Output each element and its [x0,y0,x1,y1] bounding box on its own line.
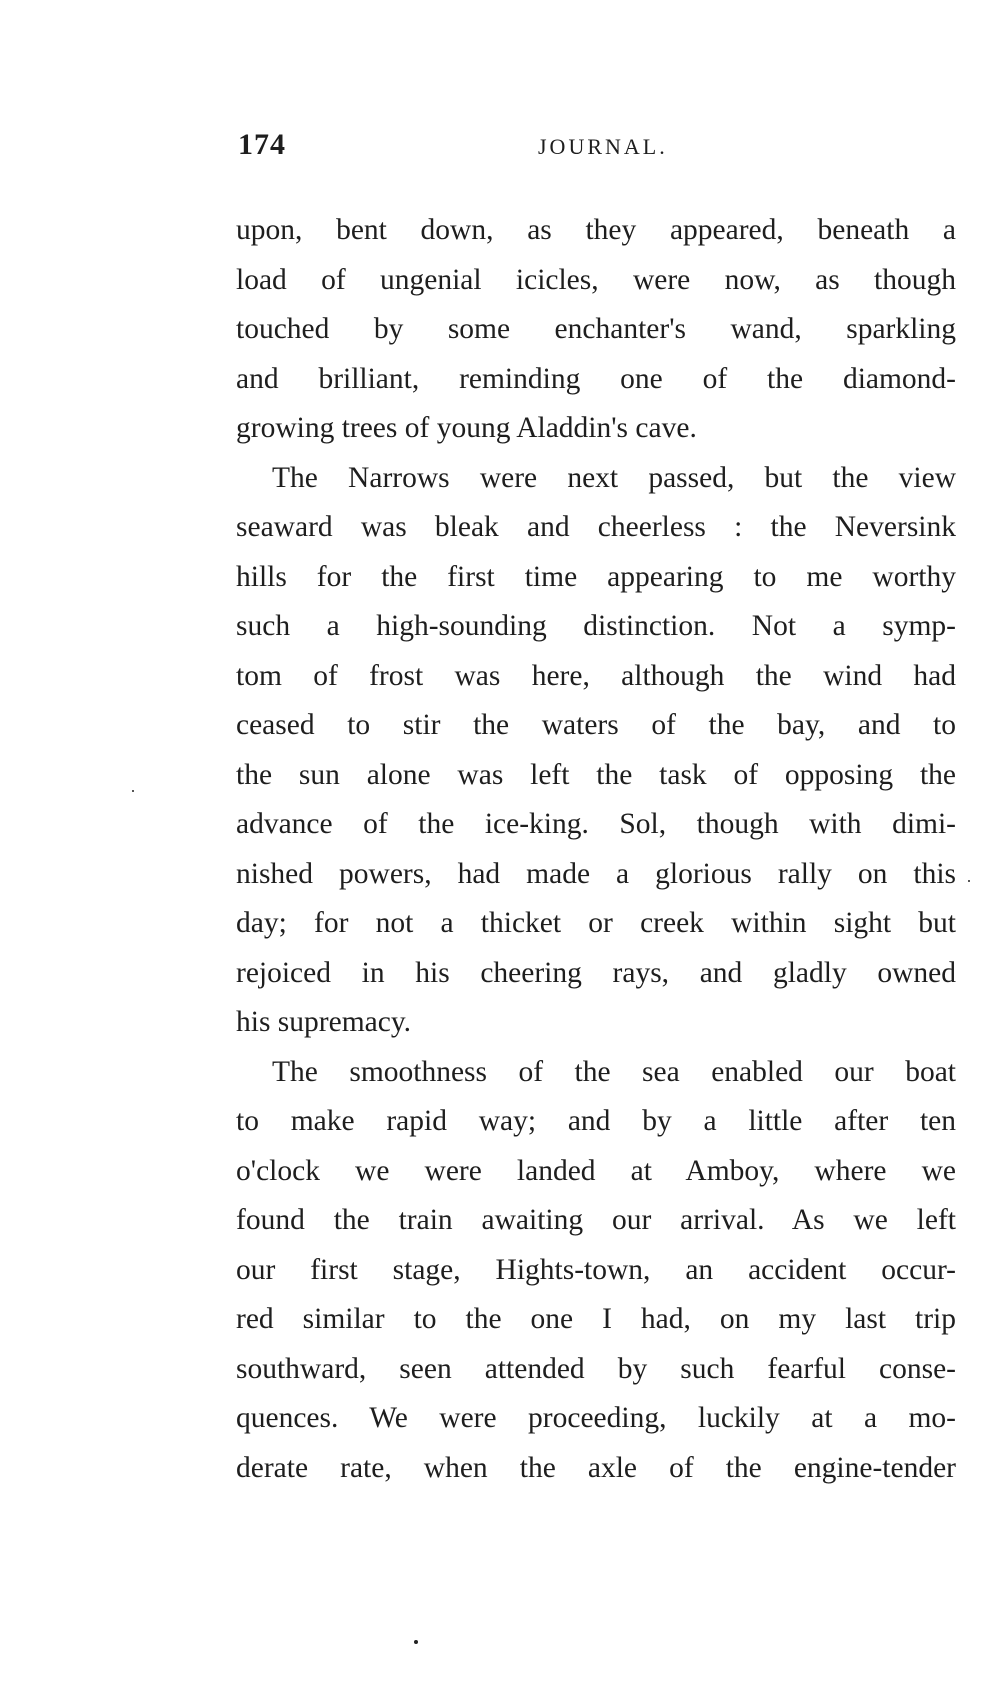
scan-speck [132,790,134,792]
text-line: load of ungenial icicles, were now, as though [236,263,956,296]
paragraph [236,206,956,454]
body-text [236,206,956,1493]
text-line: quences. We were proceeding, luckily at a mo- [236,1402,956,1434]
text-line: o'clock we were landed at Amboy, where we [236,1154,956,1187]
text-line: and brilliant, reminding one of the diamond- [236,362,956,395]
text-line: such a high-sounding distinction. Not a symp- [236,610,956,642]
text-line: red similar to the one I had, on my last trip [236,1303,956,1335]
text-line: touched by some enchanter's wand, sparkling [236,313,956,345]
text-line: The smoothness of the sea enabled our boat [272,1055,956,1088]
text-line: his supremacy. [236,1006,412,1038]
text-line: tom of frost was here, although the wind had [236,659,956,692]
text-line: upon, bent down, as they appeared, beneath a [236,214,956,246]
text-line: advance of the ice-king. Sol, though with dimi- [236,808,956,840]
scan-speck [414,1640,418,1644]
page-number: 174 [238,128,286,161]
text-line: rejoiced in his cheering rays, and gladly owned [236,956,956,989]
scan-speck [968,880,970,882]
text-line: nished powers, had made a glorious rally on this [236,857,956,890]
text-line: day; for not a thicket or creek within sight but [236,907,956,939]
text-line: southward, seen attended by such fearful conse- [236,1352,956,1385]
running-head: JOURNAL. [538,134,668,159]
text-line: The Narrows were next passed, but the view [272,461,956,494]
text-line: hills for the first time appearing to me worthy [236,560,956,593]
paragraph [236,1048,956,1494]
text-line: the sun alone was left the task of opposing the [236,758,956,791]
page-header [238,128,958,176]
text-line: growing trees of young Aladdin's cave. [236,412,697,444]
text-line: ceased to stir the waters of the bay, and to [236,709,956,741]
text-line: our first stage, Hights-town, an accident occur- [236,1253,956,1286]
text-line: derate rate, when the axle of the engine-tender [236,1451,956,1484]
text-line: to make rapid way; and by a little after ten [236,1105,956,1137]
text-line: seaward was bleak and cheerless : the Neversink [236,511,956,543]
paragraph [236,454,956,1048]
text-line: found the train awaiting our arrival. As we left [236,1204,956,1236]
